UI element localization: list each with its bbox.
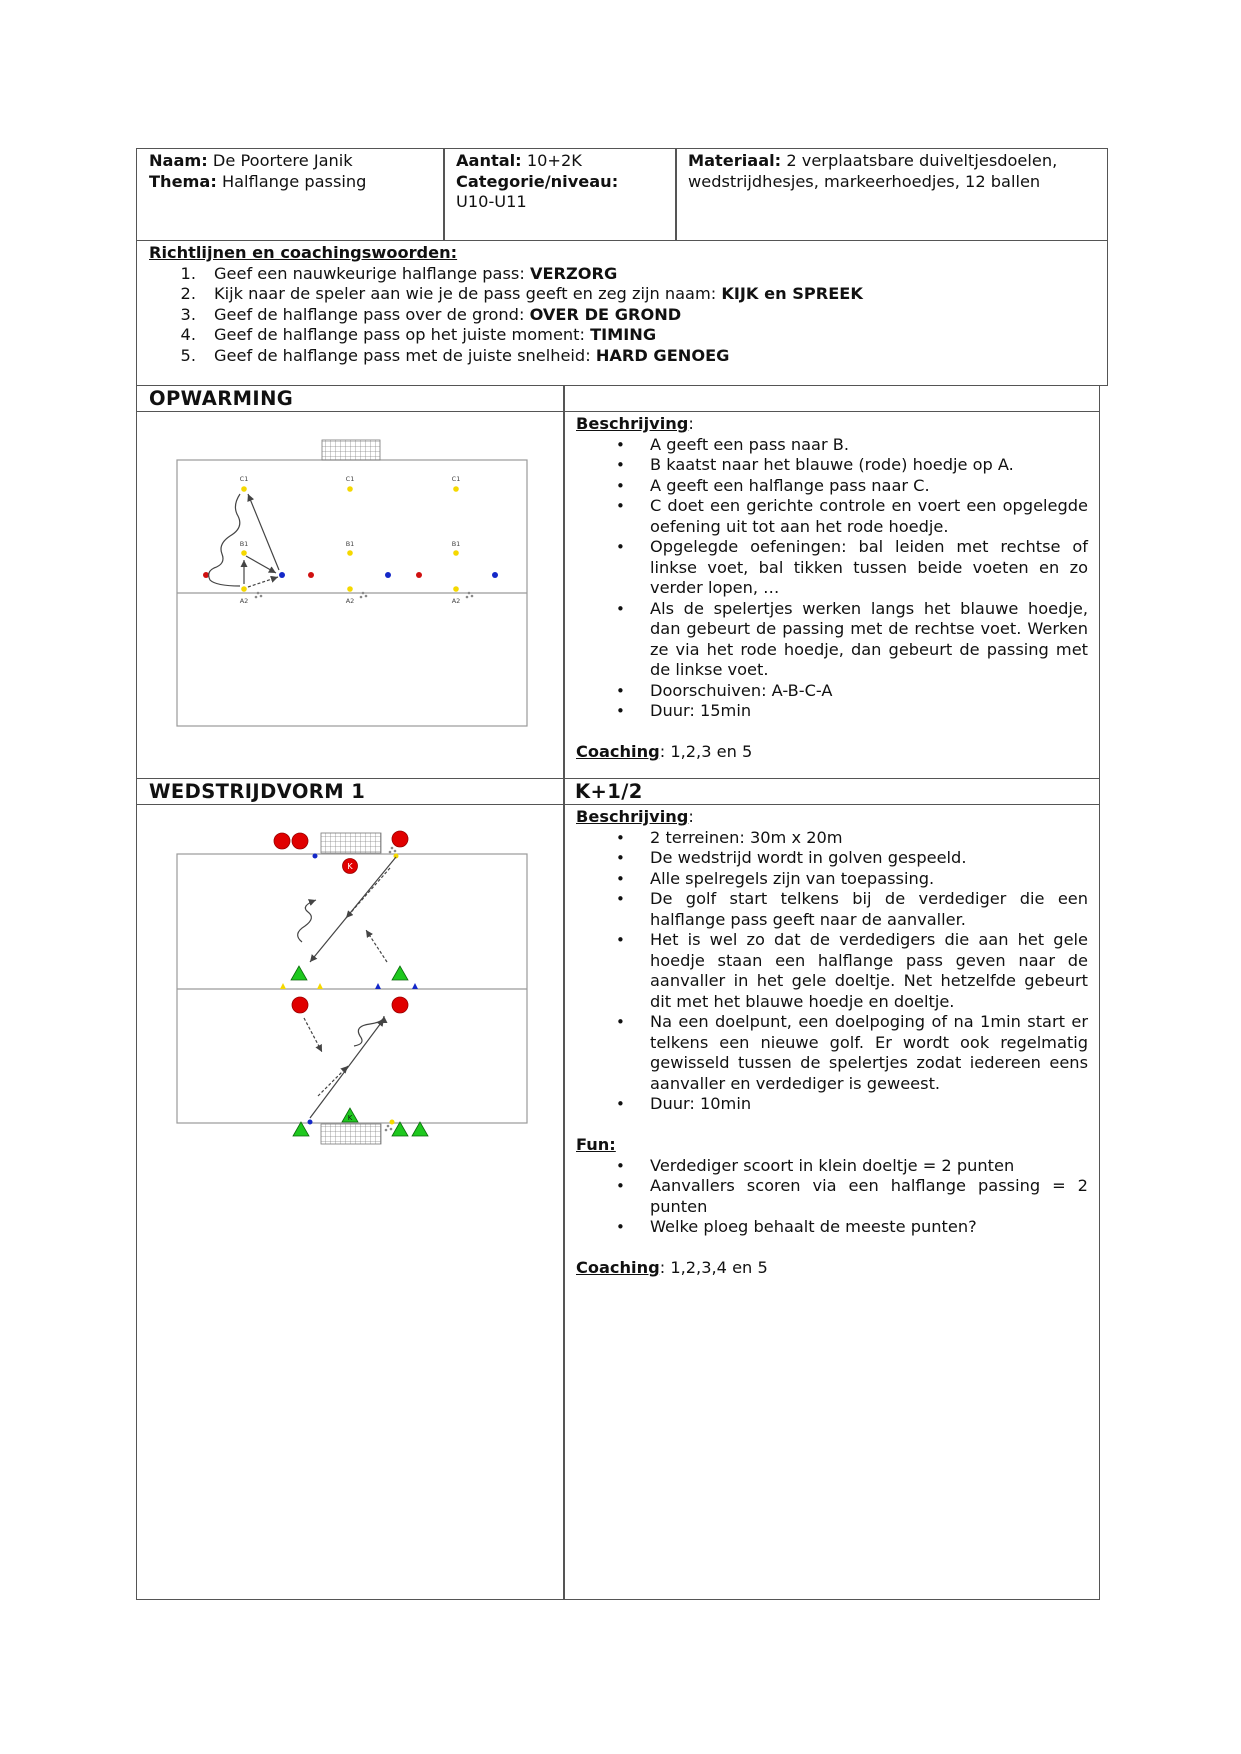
keeper-top	[343, 859, 358, 874]
wedstrijdvorm-diagram	[170, 826, 535, 1146]
fun-bullets	[576, 1156, 1088, 1238]
label-b1: B1	[239, 540, 249, 548]
keeper-bottom	[342, 1108, 358, 1122]
list-item: • Welke ploeg behaalt de meeste punten?	[576, 1217, 1088, 1238]
label-c1: C1	[345, 475, 355, 483]
opwarming-bullets	[576, 435, 1088, 722]
richtlijn-item: 3. Geef de halflange pass over de grond: OVER DE GROND	[180, 304, 682, 324]
list-item: • Na een doelpunt, een doelpoging of na 1min start er telkens een nieuwe golf. Er wordt ook regelmatig gewisseld tussen de spelertjes zodat iedereen eens aanvaller en verdediger is geweest.	[576, 1012, 1088, 1094]
header-divider-1	[443, 148, 445, 241]
cone-markers	[203, 486, 498, 592]
list-item: • Het is wel zo dat de verdedigers die aan het gele hoedje staan een halflange pass geven naar de aanvaller in het gele doeltje. Net hetzelfde gebeurt dit met het blauwe hoedje en doeltje.	[576, 930, 1088, 1012]
opwarming-diagram	[170, 436, 535, 731]
aantal-value: 10+2K	[526, 151, 582, 170]
opwarming-title: OPWARMING	[149, 387, 294, 410]
thema-label: Thema:	[149, 171, 217, 191]
richtlijn-item: 2. Kijk naar de speler aan wie je de pass geeft en zeg zijn naam: KIJK en SPREEK	[180, 284, 863, 303]
list-item: • Aanvallers scoren via een halflange passing = 2 punten	[576, 1176, 1088, 1217]
wedstrijdvorm-title: WEDSTRIJDVORM 1	[149, 780, 366, 803]
richtlijn-item: 1. Geef een nauwkeurige halflange pass: VERZORG	[180, 263, 618, 283]
list-item: • 2 terreinen: 30m x 20m	[576, 828, 1088, 849]
list-item: • A geeft een pass naar B.	[576, 435, 1088, 456]
list-item: • De wedstrijd wordt in golven gespeeld.	[576, 848, 1088, 869]
field-outline	[177, 460, 527, 726]
header-materiaal-cell	[688, 151, 1098, 192]
list-item: • Duur: 10min	[576, 1094, 1088, 1115]
list-item: • Als de spelertjes werken langs het blauwe hoedje, dan gebeurt de passing met de rechtse voet. Werken ze via het rode hoedje, dan gebeurt de passing met de linkse voet.	[576, 599, 1088, 681]
opwarming-body-divider	[563, 411, 565, 779]
wedstrijdvorm-title-divider	[563, 778, 565, 805]
goal-net-bottom	[321, 1124, 381, 1144]
field-outline	[177, 854, 527, 1123]
red-players	[274, 831, 408, 1013]
keeper-label: K	[347, 862, 353, 871]
list-item: • Verdediger scoort in klein doeltje = 2 punten	[576, 1156, 1088, 1177]
opwarming-title-divider	[563, 385, 565, 412]
keeper-label: K	[347, 1114, 353, 1122]
materiaal-value: 2 verplaatsbare duiveltjesdoelen, wedstrijdhesjes, markeerhoedjes, 12 ballen	[688, 151, 1058, 191]
list-item: • Doorschuiven: A-B-C-A	[576, 681, 1088, 702]
beschrijving-label: Beschrijving	[576, 807, 689, 826]
beschrijving-label: Beschrijving	[576, 414, 689, 433]
list-item: • Duur: 15min	[576, 701, 1088, 722]
list-item: • De golf start telkens bij de verdediger die een halflange pass geeft naar de aanvaller.	[576, 889, 1088, 930]
label-b1: B1	[451, 540, 461, 548]
wedstrijdvorm-right-title: K+1/2	[575, 780, 643, 803]
list-item: • Alle spelregels zijn van toepassing.	[576, 869, 1088, 890]
categorie-label: Categorie/niveau:	[456, 171, 619, 191]
movement-arrows	[298, 857, 396, 1118]
materiaal-label: Materiaal:	[688, 151, 782, 170]
richtlijnen-list	[149, 264, 1099, 367]
richtlijn-item: 4. Geef de halflange pass op het juiste moment: TIMING	[180, 325, 657, 344]
coaching-value: : 1,2,3 en 5	[659, 742, 753, 761]
goal-net	[322, 440, 380, 460]
naam-value: De Poortere Janik	[212, 151, 353, 170]
goal-net-top	[321, 833, 381, 853]
list-item: • B kaatst naar het blauwe (rode) hoedje op A.	[576, 455, 1088, 476]
coaching-value: : 1,2,3,4 en 5	[659, 1258, 768, 1277]
label-c1: C1	[239, 475, 249, 483]
coaching-label: Coaching	[576, 1258, 660, 1277]
wedstrijdvorm-description: Beschrijving: • 2 terreinen: 30m x 20m • De wedstrijd wordt in golven gespeeld. • Alle spelregels zijn van toepassing. • De golf start telkens bij de verdediger die een halflange pass geeft naar de aanvaller. • Het is wel zo dat de verdedigers die aan het gele hoedje staan een halflange pass geven naar de aanvaller in het gele doeltje. Net hetzelfde gebeurt dit met het blauwe hoedje en doeltje. • Na een doelpunt, een doelpoging of na 1min start er telkens een nieuwe golf. Er wordt ook regelmatig gewisseld tussen de spelertjes zodat iedereen eens aanvaller en verdediger is geweest. • Duur: 10min Fun: • Verdediger scoort in klein doeltje = 2 punten • Aanvallers scoren via een halflange passing = 2 punten • Welke ploeg behaalt de meeste punten? Coaching: 1,2,3,4 en 5	[566, 807, 1098, 1279]
label-a2: A2	[451, 597, 461, 605]
coaching-label: Coaching	[576, 742, 660, 761]
position-labels	[240, 475, 461, 605]
fun-label: Fun:	[576, 1135, 616, 1154]
wedstrijdvorm-body-divider	[563, 804, 565, 1600]
list-item: • Opgelegde oefeningen: bal leiden met rechtse of linkse voet, bal tikken tussen beide voeten en zo verder lopen, …	[576, 537, 1088, 599]
label-a2: A2	[239, 597, 249, 605]
opwarming-description: Beschrijving: • A geeft een pass naar B. • B kaatst naar het blauwe (rode) hoedje op A. • A geeft een halflange pass naar C. • C doet een gerichte controle en voert een opgelegde oefening uit tot aan het rode hoedje. • Opgelegde oefeningen: bal leiden met rechtse of linkse voet, bal tikken tussen beide voeten en zo verder lopen, … • Als de spelertjes werken langs het blauwe hoedje, dan gebeurt de passing met de rechtse voet. Werken ze via het rode hoedje, dan gebeurt de passing met de linkse voet. • Doorschuiven: A-B-C-A • Duur: 15min Coaching: 1,2,3 en 5	[566, 414, 1098, 763]
richtlijn-item: 5. Geef de halflange pass met de juiste snelheid: HARD GENOEG	[180, 345, 730, 365]
richtlijnen-section	[149, 243, 1099, 366]
header-divider-2	[675, 148, 677, 241]
list-item: • A geeft een halflange pass naar C.	[576, 476, 1088, 497]
wedstrijdvorm-bullets	[576, 828, 1088, 1115]
thema-value: Halflange passing	[221, 171, 367, 191]
header-naam-cell	[149, 151, 439, 192]
richtlijnen-title: Richtlijnen en coachingswoorden:	[149, 243, 458, 262]
label-c1: C1	[451, 475, 461, 483]
categorie-value: U10-U11	[456, 192, 527, 211]
label-b1: B1	[345, 540, 355, 548]
header-aantal-cell	[456, 151, 671, 213]
aantal-label: Aantal:	[456, 151, 522, 170]
naam-label: Naam:	[149, 151, 208, 170]
list-item: • C doet een gerichte controle en voert een opgelegde oefening uit tot aan het rode hoedje.	[576, 496, 1088, 537]
label-a2: A2	[345, 597, 355, 605]
